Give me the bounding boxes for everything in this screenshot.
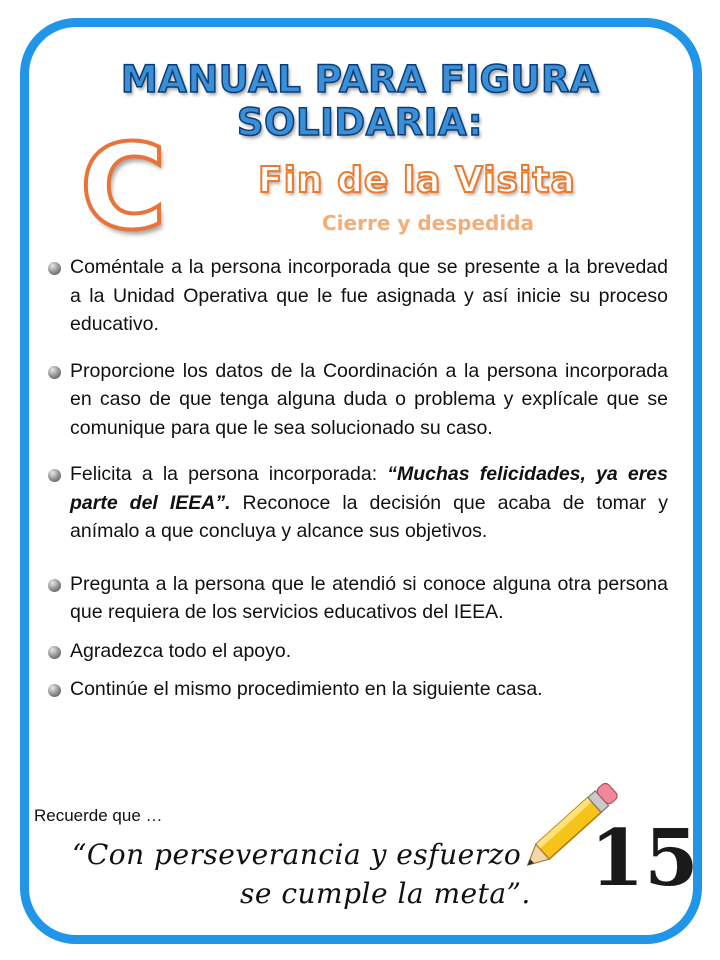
section-letter: C [80, 118, 167, 256]
list-item-emphasis: “Muchas felicidades, ya eres parte del IEEA”. [70, 463, 668, 514]
list-item [44, 637, 668, 666]
bullet-icon [48, 684, 61, 697]
list-item-tail: Reconoce la decisión que acaba de tomar y anímalo a que concluya y alcance sus objetivos. [70, 491, 669, 542]
list-item-text: Agradezca todo el apoyo. [70, 639, 292, 662]
page-title: MANUAL PARA FIGURA SOLIDARIA: [120, 58, 600, 144]
page-number: 15 [590, 813, 699, 904]
list-item-lead: Felicita a la persona incorporada: [70, 463, 388, 485]
bullet-icon [48, 579, 61, 592]
list-item [44, 253, 668, 339]
bullet-icon [48, 646, 61, 659]
quote-line-2: se cumple la meta”. [240, 877, 531, 910]
list-item [44, 357, 668, 443]
section-subtitle: Cierre y despedida [322, 211, 535, 235]
list-item [44, 675, 668, 704]
list-item-text: Proporcione los datos de la Coordinación a la persona incorporada en caso de que tenga alguna duda o problema y explícale que se comunique para que le sea solucionado su caso. [70, 359, 668, 439]
list-item [44, 460, 668, 546]
bullet-list [44, 253, 668, 704]
section-title: Fin de la Visita [258, 160, 576, 201]
list-item-text: Continúe el mismo procedimiento en la siguiente casa. [70, 678, 543, 700]
list-item-text: Coméntale a la persona incorporada que se presente a la brevedad a la Unidad Operativa que le fue asignada y así inicie su proceso educativo. [70, 256, 668, 335]
list-item [44, 570, 668, 627]
quote-line-1: “Con perseverancia y esfuerzo [72, 838, 522, 871]
recall-label: Recuerde que … [34, 806, 163, 825]
bullet-icon [48, 262, 61, 275]
bullet-icon [48, 366, 61, 379]
bullet-icon [48, 469, 61, 482]
list-item-text: Pregunta a la persona que le atendió si conoce alguna otra persona que requiera de los servicios educativos del IEEA. [70, 572, 668, 623]
